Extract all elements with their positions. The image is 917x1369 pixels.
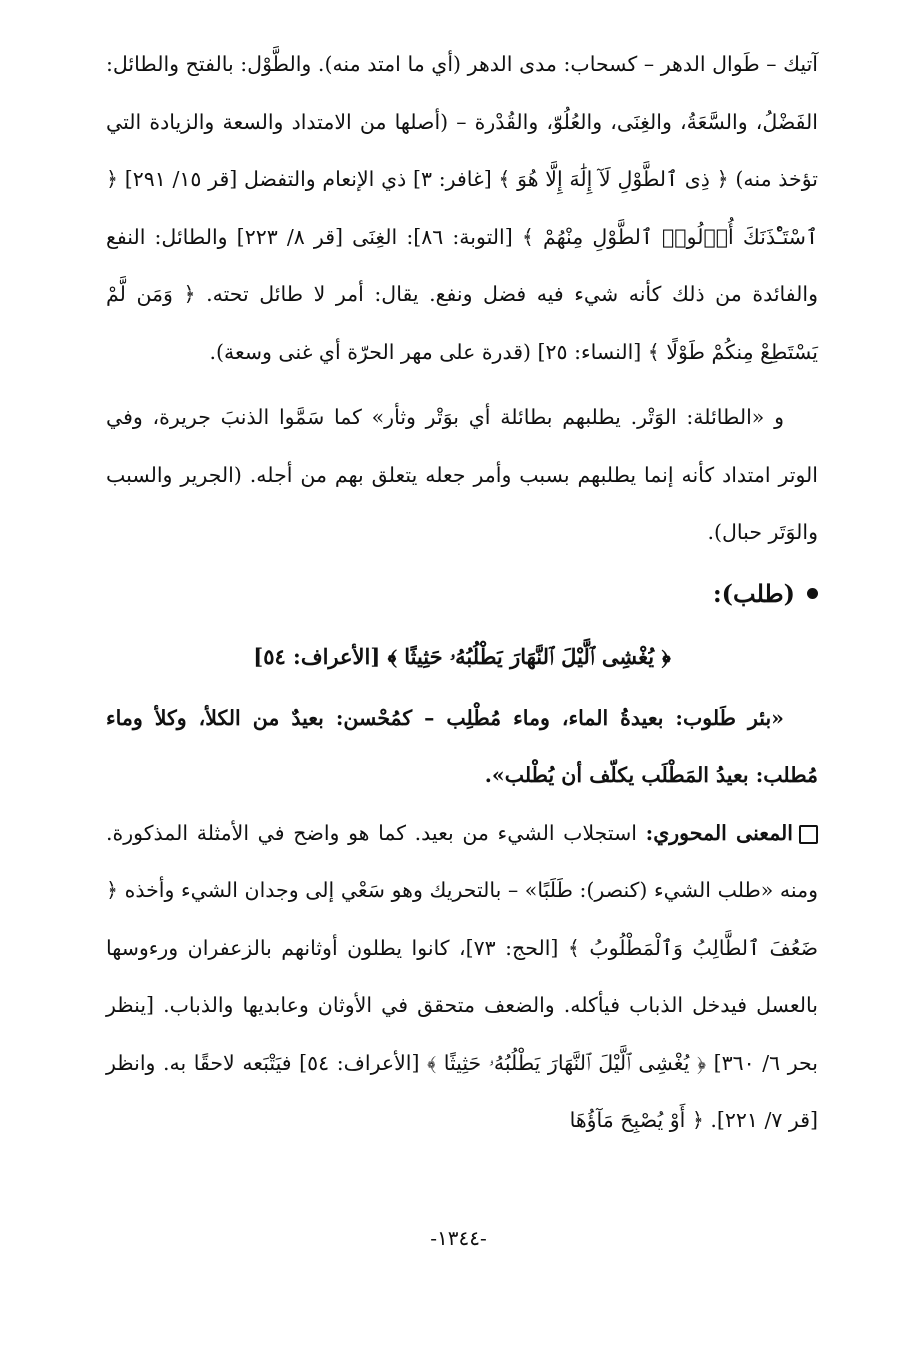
page-number: -١٣٤٤- <box>430 1226 487 1250</box>
core-meaning-label: المعنى المحوري: <box>645 820 793 845</box>
paragraph-core-meaning <box>106 805 818 1150</box>
entry-heading <box>106 566 818 622</box>
paragraph-taila: و «الطائلة: الوَتْر. يطلبهم بطائلة أي بوَتْر وثأر» كما سَمَّوا الذنبَ جريرة، وفي الوتر امتداد كأنه إنما يطلبهم بسبب وأمر جعله يتعلق بهم من أجله. (الجرير والسبب والوَتَر حبال). <box>106 405 818 544</box>
core-meaning-text: استجلاب الشيء من بعيد. كما هو واضح في الأمثلة المذكورة. ومنه «طلب الشيء (كنصر): طَلَبًا» – بالتحريك وهو سَعْي إلى وجدان الشيء وأخذه ﴿ ضَعُفَ ٱلطَّالِبُ وَٱلْمَطْلُوبُ ﴾ [الحج: ٧٣]، كانوا يطلون أوثانهم بالزعفران ورءوسها بالعسل فيدخل الذباب فيأكله. والضعف متحقق في الأوثان وعابديها والذباب. [ينظر بحر ٦/ ٣٦٠] ﴿ يُغْشِى ٱلَّيْلَ ٱلنَّهَارَ يَطْلُبُهُۥ حَثِيثًا ﴾ [الأعراف: ٥٤] فيَتْبَعه لاحقًا به. وانظر [قر ٧/ ٢٢١]. ﴿ أَوْ يُصْبِحَ مَآؤُهَا <box>106 820 818 1132</box>
paragraph-talab-lexical: «بئر طَلوب: بعيدةُ الماء، وماء مُطْلِب – كمُحْسن: بعيدٌ من الكلأ، وكلأ وماء مُطلب: بعيدُ المَطْلَب يكلّف أن يُطْلب». <box>106 705 818 787</box>
entry-heading-text: (طلب): <box>712 578 795 608</box>
quran-verse: ﴿ يُغْشِى ٱلَّيْلَ ٱلنَّهَارَ يَطْلُبُهُۥ حَثِيثًا ﴾ [الأعراف: ٥٤] <box>253 643 671 669</box>
square-box-icon <box>799 825 818 844</box>
text-column <box>106 36 818 1150</box>
bullet-icon <box>807 588 818 599</box>
paragraph-tawl-definition: آتيك – طَوال الدهر – كسحاب: مدى الدهر (أي ما امتد منه). والطَّوْل: بالفتح والطائل: الفَضْلُ، والسَّعَةُ، والغِنَى، والعُلُوّ، والقُدْرة – (أصلها من الامتداد والسعة والزيادة التي تؤخذ منه) ﴿ ذِى ٱلطَّوْلِ لَآ إِلَٰهَ إِلَّا هُوَ ﴾ [غافر: ٣] ذي الإنعام والتفضل [قر ١٥/ ٢٩١] ﴿ ٱسْتَـْٔذَنَكَ أُو۟لُوا۟ ٱلطَّوْلِ مِنْهُمْ ﴾ [التوبة: ٨٦]: الغِنَى [قر ٨/ ٢٢٣] والطائل: النفع والفائدة من ذلك كأنه شيء فيه فضل ونفع. يقال: أمر لا طائل تحته. ﴿ وَمَن لَّمْ يَسْتَطِعْ مِنكُمْ طَوْلًا ﴾ [النساء: ٢٥] (قدرة على مهر الحرّة أي غنى وسعة). <box>106 52 818 364</box>
